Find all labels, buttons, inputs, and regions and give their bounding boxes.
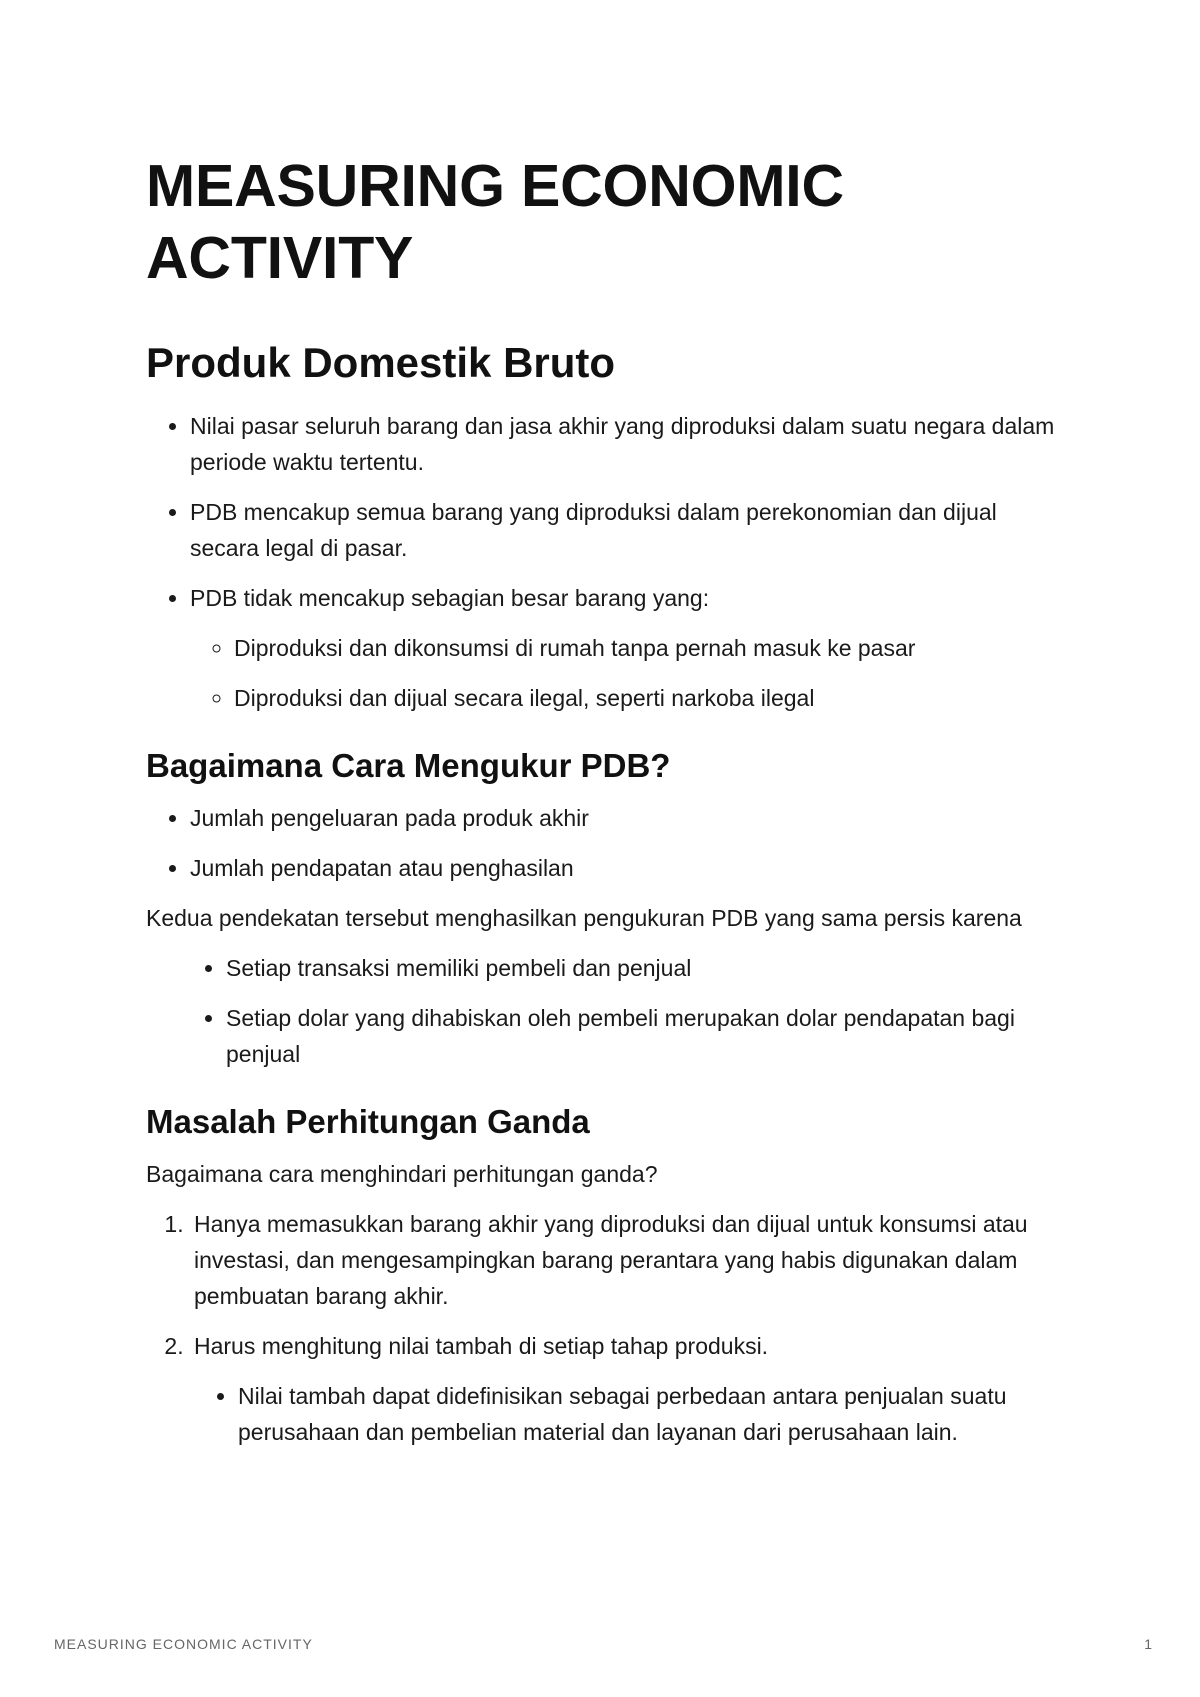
list-item: • Jumlah pendapatan atau penghasilan xyxy=(190,850,1066,886)
pdb-list xyxy=(146,408,1066,716)
pdb-excluded-sublist xyxy=(190,630,1066,716)
list-item: • Jumlah pengeluaran pada produk akhir xyxy=(190,800,1066,836)
document-page xyxy=(146,140,1066,1464)
document-title: MEASURING ECONOMIC ACTIVITY xyxy=(146,153,844,291)
double-counting-question: Bagaimana cara menghindari perhitungan ganda? xyxy=(146,1161,658,1187)
sub-list-item: ◦ Diproduksi dan dijual secara ilegal, seperti narkoba ilegal xyxy=(234,680,1066,716)
list-item: • Setiap dolar yang dihabiskan oleh pembeli merupakan dolar pendapatan bagi penjual xyxy=(226,1000,1066,1072)
section-heading-pdb: Produk Domestik Bruto xyxy=(146,339,616,386)
double-counting-steps xyxy=(146,1206,1066,1450)
numbered-item-text: Harus menghitung nilai tambah di setiap tahap produksi. xyxy=(194,1333,769,1359)
list-item: • Setiap transaksi memiliki pembeli dan penjual xyxy=(226,950,1066,986)
measure-list xyxy=(146,800,1066,886)
list-item xyxy=(190,580,1066,716)
sub-list-item: ◦ Diproduksi dan dikonsumsi di rumah tanpa pernah masuk ke pasar xyxy=(234,630,1066,666)
footer-document-title: MEASURING ECONOMIC ACTIVITY xyxy=(54,1636,313,1652)
value-added-sublist xyxy=(194,1378,1066,1450)
section-heading-double-counting: Masalah Perhitungan Ganda xyxy=(146,1103,590,1140)
numbered-item: 1. Hanya memasukkan barang akhir yang diproduksi dan dijual untuk konsumsi atau investasi, dan mengesampingkan barang perantara yang habis digunakan dalam pembuatan barang akhir. xyxy=(190,1206,1066,1314)
section-heading-how-to-measure: Bagaimana Cara Mengukur PDB? xyxy=(146,747,671,784)
numbered-item xyxy=(190,1328,1066,1450)
list-item: • PDB mencakup semua barang yang diproduksi dalam perekonomian dan dijual secara legal di pasar. xyxy=(190,494,1066,566)
approach-paragraph: Kedua pendekatan tersebut menghasilkan pengukuran PDB yang sama persis karena xyxy=(146,905,1022,931)
footer-page-number: 1 xyxy=(1144,1636,1152,1652)
list-item: • Nilai pasar seluruh barang dan jasa akhir yang diproduksi dalam suatu negara dalam periode waktu tertentu. xyxy=(190,408,1066,480)
reasons-list xyxy=(146,950,1066,1072)
sub-list-item: • Nilai tambah dapat didefinisikan sebagai perbedaan antara penjualan suatu perusahaan dan pembelian material dan layanan dari perusahaan lain. xyxy=(238,1378,1066,1450)
list-item-text: PDB tidak mencakup sebagian besar barang yang: xyxy=(190,585,710,611)
